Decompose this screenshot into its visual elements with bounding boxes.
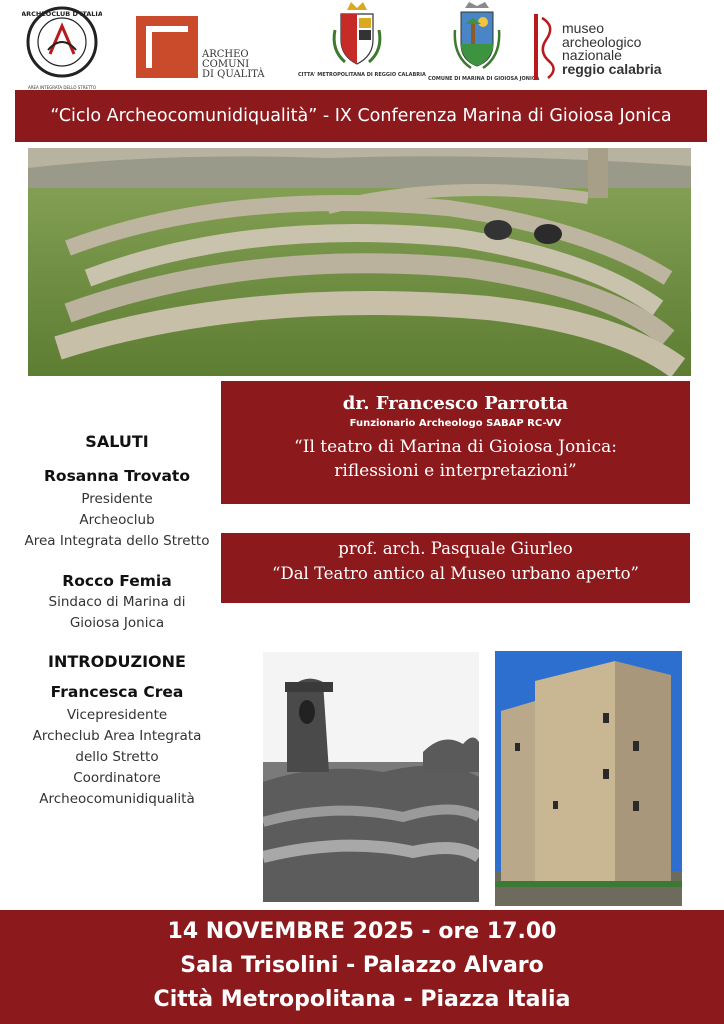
museo-line2: archeologico [562,33,642,50]
speaker1-talk-line2: riflessioni e interpretazioni” [334,461,577,481]
event-venue: Sala Trisolini - Palazzo Alvaro [180,953,544,978]
saluti-person1-line1: Presidente [81,491,153,507]
comune-caption: COMUNE DI MARINA DI GIOIOSA JONICA [428,76,540,82]
saluti-person2-line1: Sindaco di Marina di [48,594,186,610]
introduzione-name: Francesca Crea [50,683,184,701]
introduzione-line5: Archeocomunidiqualità [39,791,195,807]
tower-photo [495,651,682,906]
saluti-person1-name: Rosanna Trovato [44,467,190,485]
archeo-comuni-logo [136,16,266,82]
historic-photo [263,652,479,902]
acq-line2: COMUNI [202,59,250,70]
speaker-box-parrotta [221,381,690,504]
speaker1-talk-line1: “Il teatro di Marina di Gioiosa Jonica: [294,437,617,457]
speaker1-role: Funzionario Archeologo SABAP RC-VV [349,418,562,429]
speaker1-name: dr. Francesco Parrotta [342,393,569,414]
introduzione-heading: INTRODUZIONE [48,652,186,671]
metro-caption: CITTA' METROPOLITANA DI REGGIO CALABRIA [298,72,426,78]
comune-logo [428,0,540,88]
speaker1-talk [221,435,690,483]
theater-photo [28,148,691,376]
speaker-box-giurleo [221,533,690,603]
event-date: 14 NOVEMBRE 2025 - ore 17.00 [167,919,557,944]
archeoclub-caption: AREA INTEGRATA DELLO STRETTO [27,85,97,90]
program-column [0,432,234,810]
speaker2-talk: “Dal Teatro antico al Museo urbano aperto” [272,564,639,583]
saluti-person1-line2: Archeoclub [79,512,155,528]
introduzione-line4: Coordinatore [73,770,161,786]
event-details-footer [0,910,724,1024]
logo-row [0,0,724,88]
metro-logo [298,0,426,88]
saluti-person2-line2: Gioiosa Jonica [69,615,165,631]
comune-crest-icon [453,0,501,72]
museo-mark-icon [534,14,558,80]
museo-line3: nazionale [562,47,622,63]
museo-line4: reggio calabria [562,60,662,77]
acq-line1: ARCHEO [202,49,249,60]
introduzione-line3: dello Stretto [75,749,159,765]
acq-line3: DI QUALITÀ [202,69,265,80]
museo-logo [534,12,714,84]
introduzione-line1: Vicepresidente [66,707,168,723]
saluti-person2-name: Rocco Femia [62,572,172,590]
introduzione-line2: Archeclub Area Integrata [32,728,202,744]
museo-line1: museo [562,20,605,36]
archeoclub-logo [22,4,102,90]
speaker2-name: prof. arch. Pasquale Giurleo [338,539,573,558]
archeoclub-ring-text: ARCHEOCLUB D'ITALIA [22,10,102,18]
saluti-person1-line3: Area Integrata dello Stretto [24,533,210,549]
saluti-heading: SALUTI [85,432,149,451]
metro-crest-icon [329,0,385,70]
archeoclub-seal-icon [22,4,102,84]
archeo-comuni-mark-icon [136,16,198,78]
event-location: Città Metropolitana - Piazza Italia [153,987,571,1012]
event-title: “Ciclo Archeocomunidiqualità” - IX Conferenza Marina di Gioiosa Jonica [15,90,707,142]
